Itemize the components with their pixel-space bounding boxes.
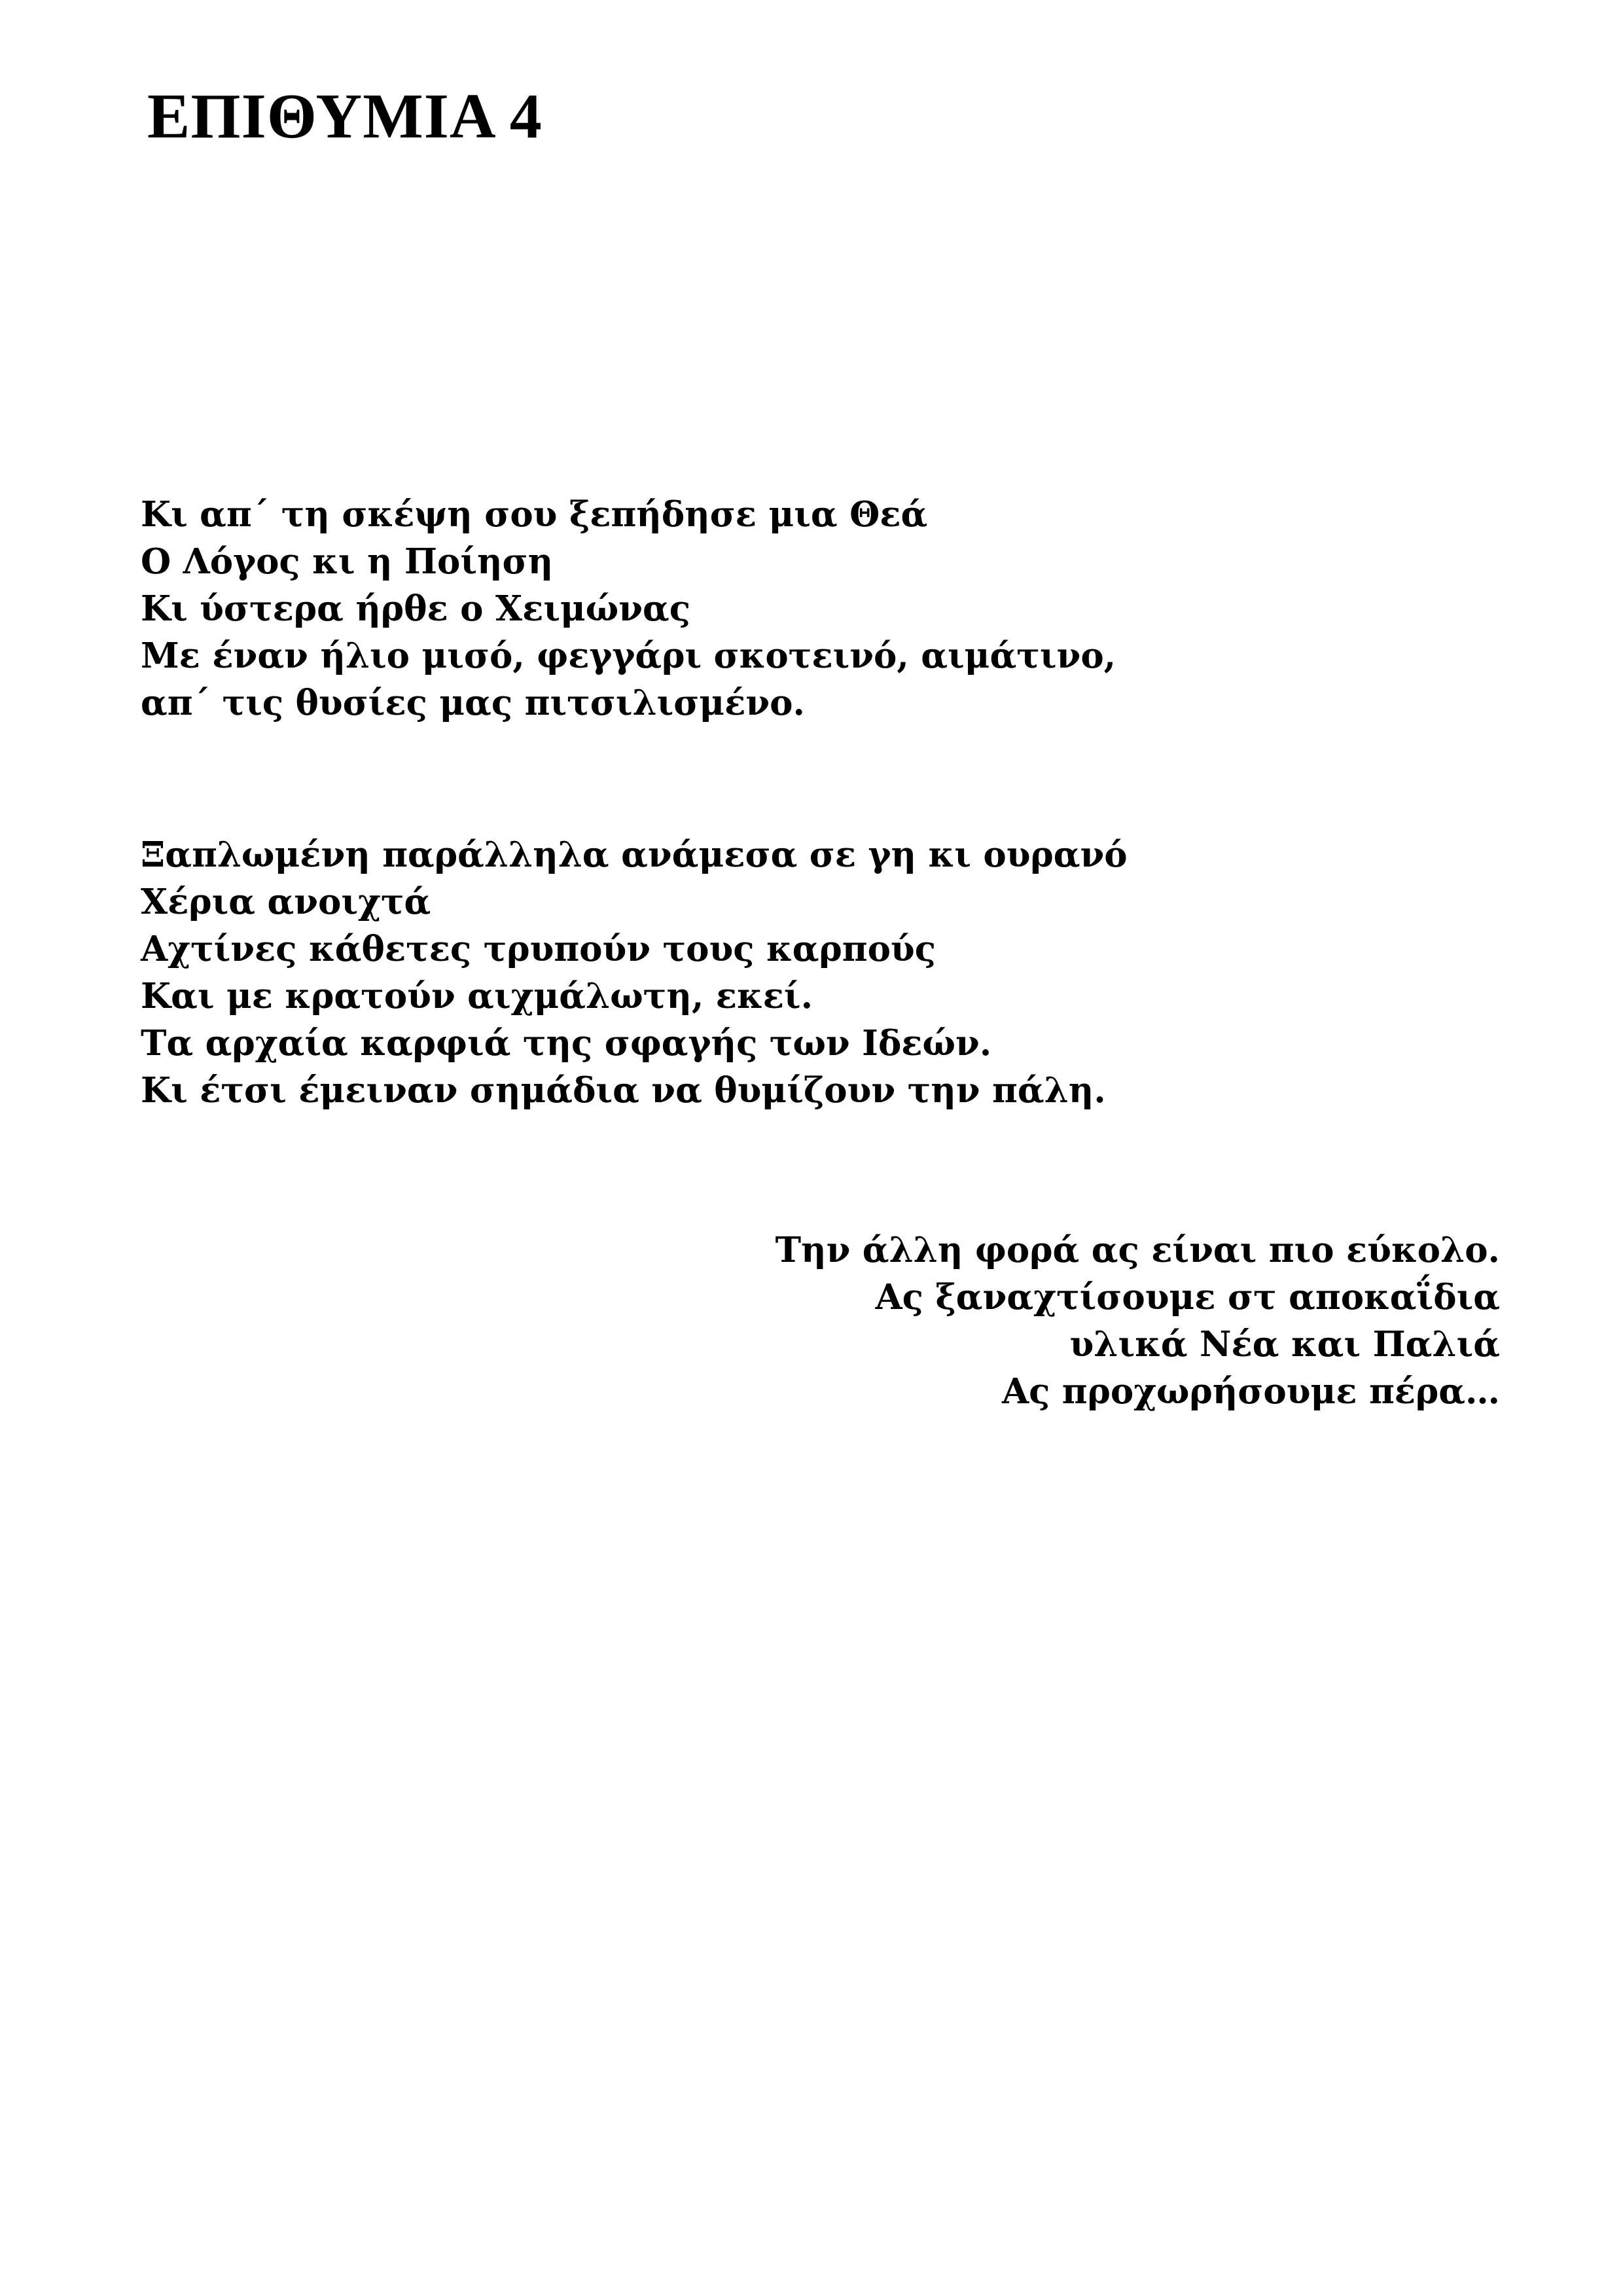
poem-line: Χέρια ανοιχτά — [141, 882, 431, 922]
stanza-2 — [141, 831, 1128, 1114]
poem-line: Κι απ΄ τη σκέψη σου ξεπήδησε μια Θεά — [141, 494, 928, 535]
stanza-3 — [776, 1227, 1500, 1415]
poem-line: Και με κρατούν αιχμάλωτη, εκεί. — [141, 976, 813, 1016]
poem-line: Κι ύστερα ήρθε ο Χειμώνας — [141, 588, 691, 629]
poem-line: Ξαπλωμένη παράλληλα ανάμεσα σε γη κι ουρανό — [141, 834, 1128, 875]
stanza-1 — [141, 491, 1116, 726]
poem-line: Αχτίνες κάθετες τρυπούν τους καρπούς — [141, 929, 936, 969]
poem-line: υλικά Νέα και Παλιά — [1069, 1324, 1500, 1365]
poem-line: Ας προχωρήσουμε πέρα… — [1001, 1371, 1500, 1412]
poem-line: Κι έτσι έμειναν σημάδια να θυμίζουν την πάλη. — [141, 1070, 1106, 1111]
poem-line: Την άλλη φορά ας είναι πιο εύκολο. — [775, 1230, 1500, 1270]
poem-title: ΕΠΙΘΥΜΙΑ 4 — [147, 81, 543, 152]
poem-line: Ο Λόγος κι η Ποίηση — [141, 541, 554, 582]
poem-line: απ΄ τις θυσίες μας πιτσιλισμένο. — [141, 683, 805, 723]
poem-line: Ας ξαναχτίσουμε στ αποκαΐδια — [875, 1277, 1500, 1318]
poem-line: Με έναν ήλιο μισό, φεγγάρι σκοτεινό, αιμάτινο, — [141, 636, 1116, 676]
poem-line: Τα αρχαία καρφιά της σφαγής των Ιδεών. — [141, 1023, 992, 1064]
